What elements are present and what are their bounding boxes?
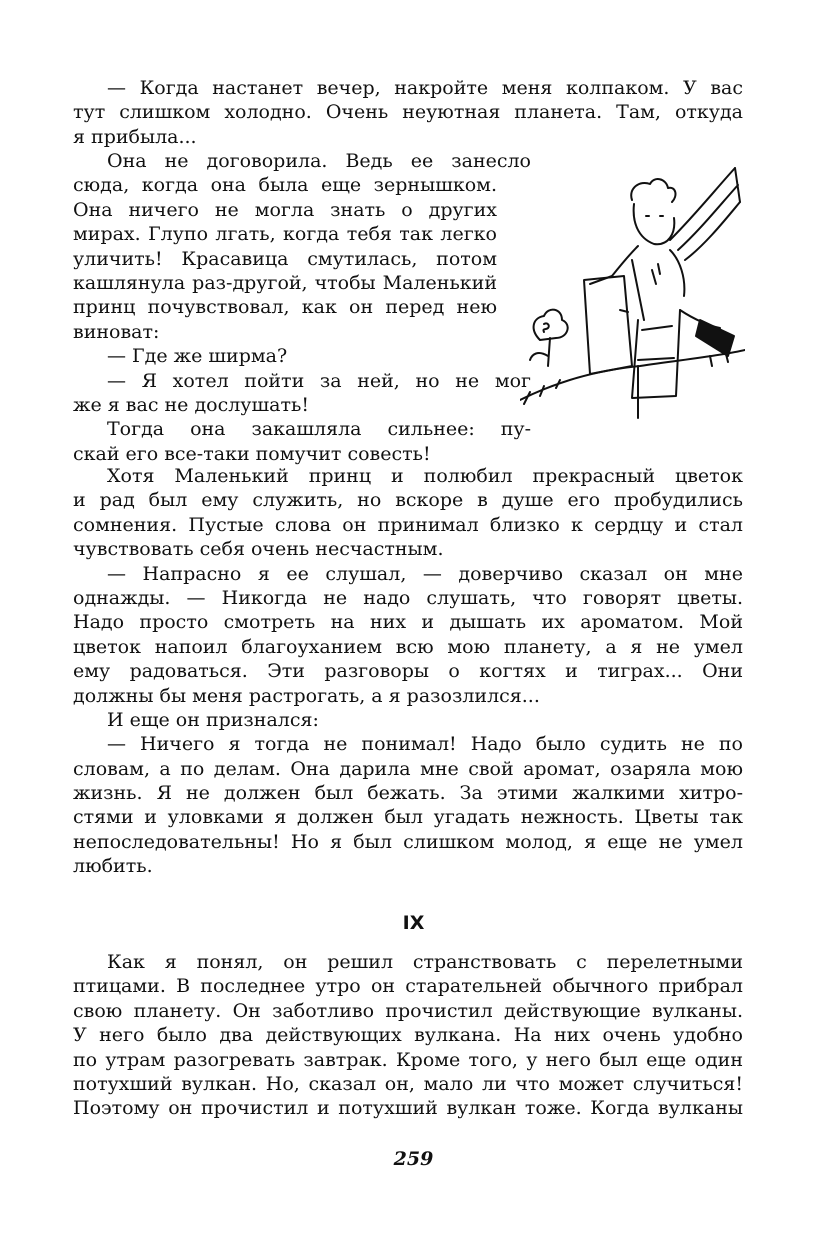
- text-line: — Когда настанет вечер, накройте меня колпаком. У вас: [107, 77, 743, 99]
- text-line: Она не договорила. Ведь ее занесло: [107, 150, 531, 172]
- text-line: Тогда она закашляла сильнее: пу-: [107, 418, 531, 441]
- text-line: уличить! Красавица смутилась, потом: [73, 247, 497, 270]
- text-line: непоследовательны! Но я был слишком молод, я еще не умел: [73, 830, 743, 853]
- text-line: У него было два действующих вулкана. На них очень удобно: [73, 1024, 743, 1047]
- text-line: любить.: [73, 855, 153, 878]
- text-line: И еще он признался:: [107, 708, 319, 731]
- text-line: стями и уловками я должен был угадать нежность. Цветы так: [73, 806, 743, 829]
- chapter-heading: IX: [402, 912, 425, 934]
- paragraph-block-1: [73, 76, 743, 149]
- text-line: — Ничего я тогда не понимал! Надо было судить не по: [107, 733, 743, 756]
- text-line: чувствовать себя очень несчастным.: [73, 538, 444, 561]
- text-line: я прибыла...: [73, 125, 197, 148]
- page-number: 259: [393, 1148, 434, 1170]
- text-line: — Напрасно я ее слушал, — доверчиво сказал он мне: [107, 562, 743, 585]
- text-line: сюда, когда она была еще зернышком.: [73, 174, 497, 197]
- text-line: — Я хотел пойти за ней, но не мог: [107, 369, 531, 392]
- text-line: Хотя Маленький принц и полюбил прекрасный цветок: [107, 465, 743, 487]
- text-line: принц почувствовал, как он перед нею: [73, 296, 497, 319]
- text-line: кашлянула раз-другой, чтобы Маленький: [73, 271, 497, 294]
- text-line: однажды. — Никогда не надо слушать, что говорят цветы.: [73, 586, 743, 609]
- text-line: тут слишком холодно. Очень неуютная планета. Там, откуда: [73, 101, 743, 124]
- paragraph-block-4: [73, 950, 743, 1121]
- text-line: цветок напоил благоуханием всю мою планету, а я не умел: [73, 635, 743, 658]
- text-line: Надо просто смотреть на них и дышать их ароматом. Мой: [73, 611, 743, 634]
- text-line: — Где же ширма?: [107, 345, 288, 368]
- text-line: сомнения. Пустые слова он принимал близко к сердцу и стал: [73, 513, 743, 536]
- text-line: Она ничего не могла знать о других: [73, 198, 497, 221]
- text-line: птицами. В последнее утро он старательней обычного прибрал: [73, 975, 743, 998]
- paragraph-block-3: [73, 464, 743, 879]
- text-line: ему радоваться. Эти разговоры о когтях и тиграх... Они: [73, 660, 743, 683]
- text-line: Поэтому он прочистил и потухший вулкан тоже. Когда вулканы: [73, 1097, 743, 1120]
- text-line: потухший вулкан. Но, сказал он, мало ли что может случиться!: [73, 1072, 743, 1095]
- text-line: жизнь. Я не должен был бежать. За этими жалкими хитро-: [73, 782, 743, 805]
- text-line: словам, а по делам. Она дарила мне свой аромат, озаряла мою: [73, 757, 743, 780]
- text-line: свою планету. Он заботливо прочистил действующие вулканы.: [73, 999, 743, 1022]
- text-line: же я вас не дослушать!: [73, 393, 309, 416]
- little-prince-illustration: [520, 160, 745, 420]
- text-line: должны бы меня растрогать, а я разозлился...: [73, 684, 540, 707]
- text-line: по утрам разогревать завтрак. Кроме того, у него был еще один: [73, 1048, 743, 1071]
- text-line: скай его все-таки помучит совесть!: [73, 442, 431, 465]
- text-line: мирах. Глупо лгать, когда тебя так легко: [73, 223, 497, 246]
- text-line: виноват:: [73, 320, 160, 343]
- text-line: Как я понял, он решил странствовать с перелетными: [107, 951, 743, 973]
- text-line: и рад был ему служить, но вскоре в душе его пробудились: [73, 489, 743, 512]
